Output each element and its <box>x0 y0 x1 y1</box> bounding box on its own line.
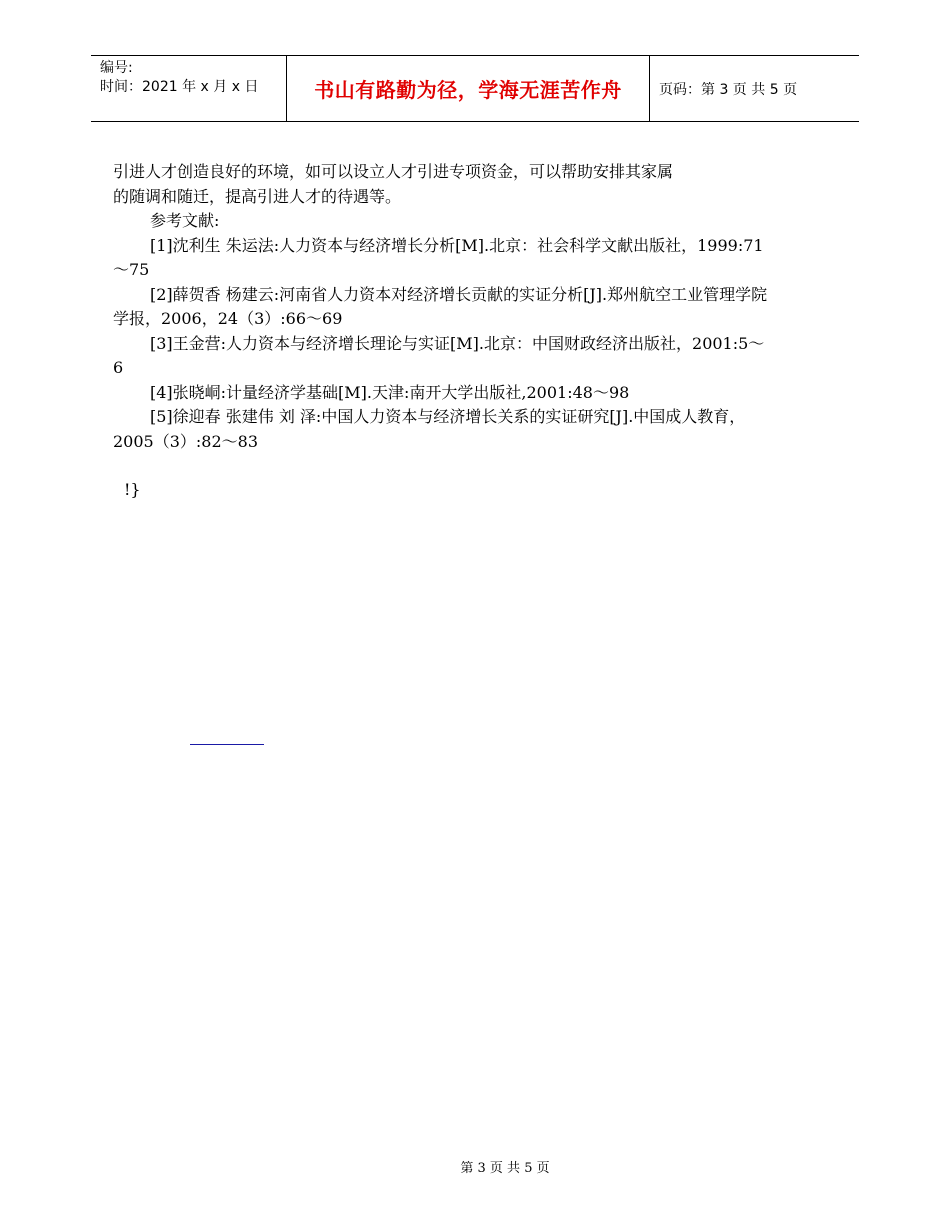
paragraph-line: 的随调和随迁，提高引进人才的待遇等。 <box>113 186 402 206</box>
reference-item: [4]张晓峒:计量经济学基础[M].天津:南开大学出版社,2001:48～98 <box>150 382 630 402</box>
reference-item: [3]王金营:人力资本与经济增长理论与实证[M].北京：中国财政经济出版社，2001:5～6 <box>113 333 765 377</box>
document-body <box>113 160 773 454</box>
document-header <box>91 55 859 122</box>
reference-item: [5]徐迎春 张建伟 刘 泽:中国人力资本与经济增长关系的实证研究[J].中国成人教育，2005（3）:82～83 <box>113 407 746 451</box>
header-meta-cell <box>91 56 287 121</box>
hyperlink-underline <box>190 744 264 745</box>
references-heading: 参考文献: <box>150 211 220 230</box>
time-label: 时间：2021 年 x 月 x 日 <box>100 79 259 95</box>
header-motto: 书山有路勤为径，学海无涯苦作舟 <box>287 56 650 121</box>
reference-item: [2]薛贺香 杨建云:河南省人力资本对经济增长贡献的实证分析[J].郑州航空工业管理学院学报，2006，24（3）:66～69 <box>113 284 768 328</box>
reference-item: [1]沈利生 朱运法:人力资本与经济增长分析[M].北京：社会科学文献出版社，1999:71～75 <box>113 235 764 279</box>
number-label: 编号: <box>100 60 133 76</box>
header-page-info: 页码：第 3 页 共 5 页 <box>659 81 798 98</box>
stray-text: !} <box>124 480 141 499</box>
paragraph-line: 引进人才创造良好的环境，如可以设立人才引进专项资金，可以帮助安排其家属 <box>113 162 674 181</box>
page-footer: 第 3 页 共 5 页 <box>460 1161 550 1176</box>
